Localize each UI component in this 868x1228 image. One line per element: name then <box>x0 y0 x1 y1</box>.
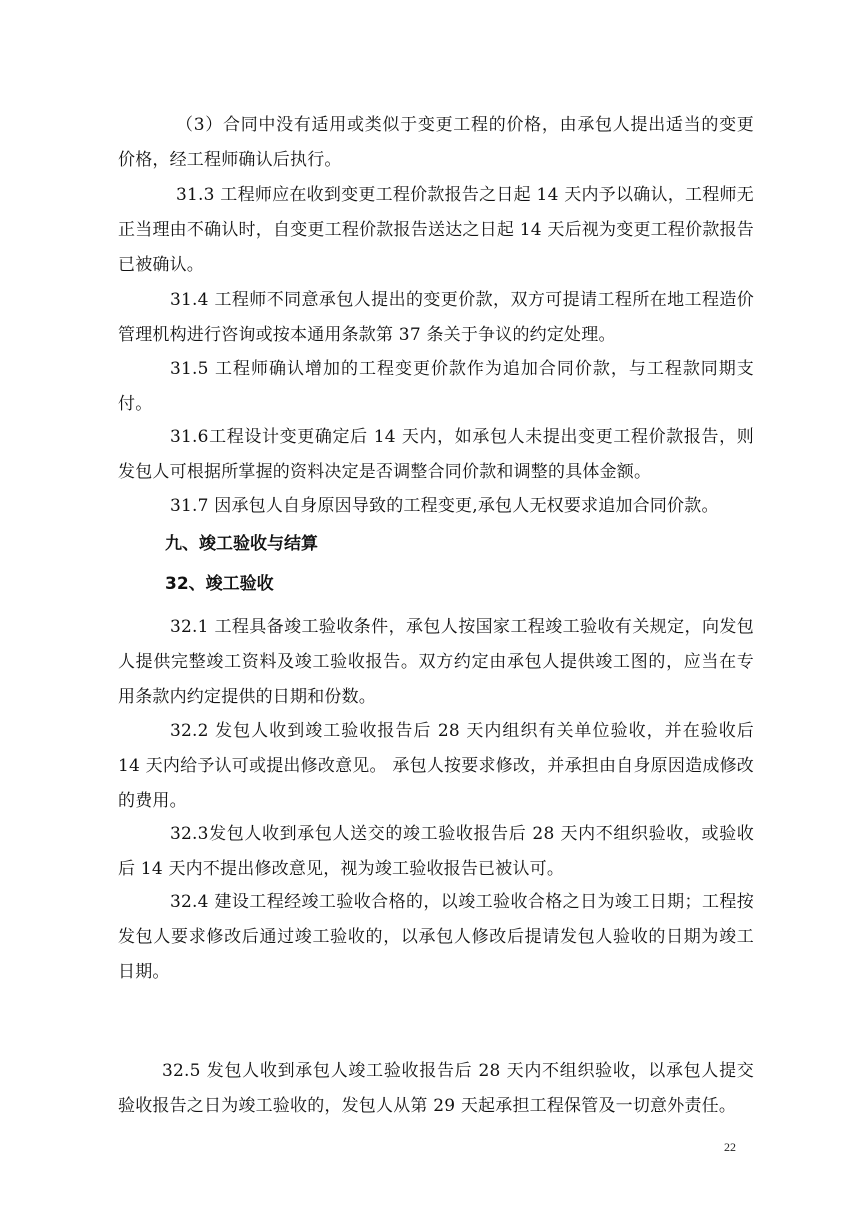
subsection-heading: 32、竣工验收 <box>165 574 274 594</box>
paragraph-32-3: 32.3发包人收到承包人送交的竣工验收报告后 28 天内不组织验收，或验收后 14 天内不提出修改意见，视为竣工验收报告已被认可。 <box>118 824 754 879</box>
paragraph-31-5: 31.5 工程师确认增加的工程变更价款作为追加合同价款，与工程款同期支付。 <box>118 359 754 414</box>
paragraph-31-7: 31.7 因承包人自身原因导致的工程变更,承包人无权要求追加合同价款。 <box>170 496 719 516</box>
paragraph-31-4: 31.4 工程师不同意承包人提出的变更价款，双方可提请工程所在地工程造价管理机构进行咨询或按本通用条款第 37 条关于争议的约定处理。 <box>118 290 754 345</box>
section-heading: 九、竣工验收与结算 <box>165 534 318 554</box>
paragraph-31-3: 31.3 工程师应在收到变更工程价款报告之日起 14 天内予以确认，工程师无正当理由不确认时，自变更工程价款报告送达之日起 14 天后视为变更工程价款报告已被确认。 <box>118 185 754 275</box>
paragraph-3-price-variation: （3）合同中没有适用或类似于变更工程的价格，由承包人提出适当的变更价格，经工程师确认后执行。 <box>118 115 754 170</box>
paragraph-32-2: 32.2 发包人收到竣工验收报告后 28 天内组织有关单位验收，并在验收后 14 天内给予认可或提出修改意见。 承包人按要求修改，并承担由自身原因造成修改的费用。 <box>118 721 754 811</box>
paragraph-32-1: 32.1 工程具备竣工验收条件，承包人按国家工程竣工验收有关规定，向发包人提供完整竣工资料及竣工验收报告。双方约定由承包人提供竣工图的，应当在专用条款内约定提供的日期和份数。 <box>118 617 754 707</box>
paragraph-32-4: 32.4 建设工程经竣工验收合格的，以竣工验收合格之日为竣工日期；工程按发包人要求修改后通过竣工验收的，以承包人修改后提请发包人验收的日期为竣工日期。 <box>118 892 754 982</box>
page-number: 22 <box>724 1140 736 1154</box>
paragraph-31-6: 31.6工程设计变更确定后 14 天内，如承包人未提出变更工程价款报告，则发包人可根据所掌握的资料决定是否调整合同价款和调整的具体金额。 <box>118 427 754 482</box>
paragraph-32-5: 32.5 发包人收到承包人竣工验收报告后 28 天内不组织验收，以承包人提交验收报告之日为竣工验收的，发包人从第 29 天起承担工程保管及一切意外责任。 <box>118 1061 754 1116</box>
